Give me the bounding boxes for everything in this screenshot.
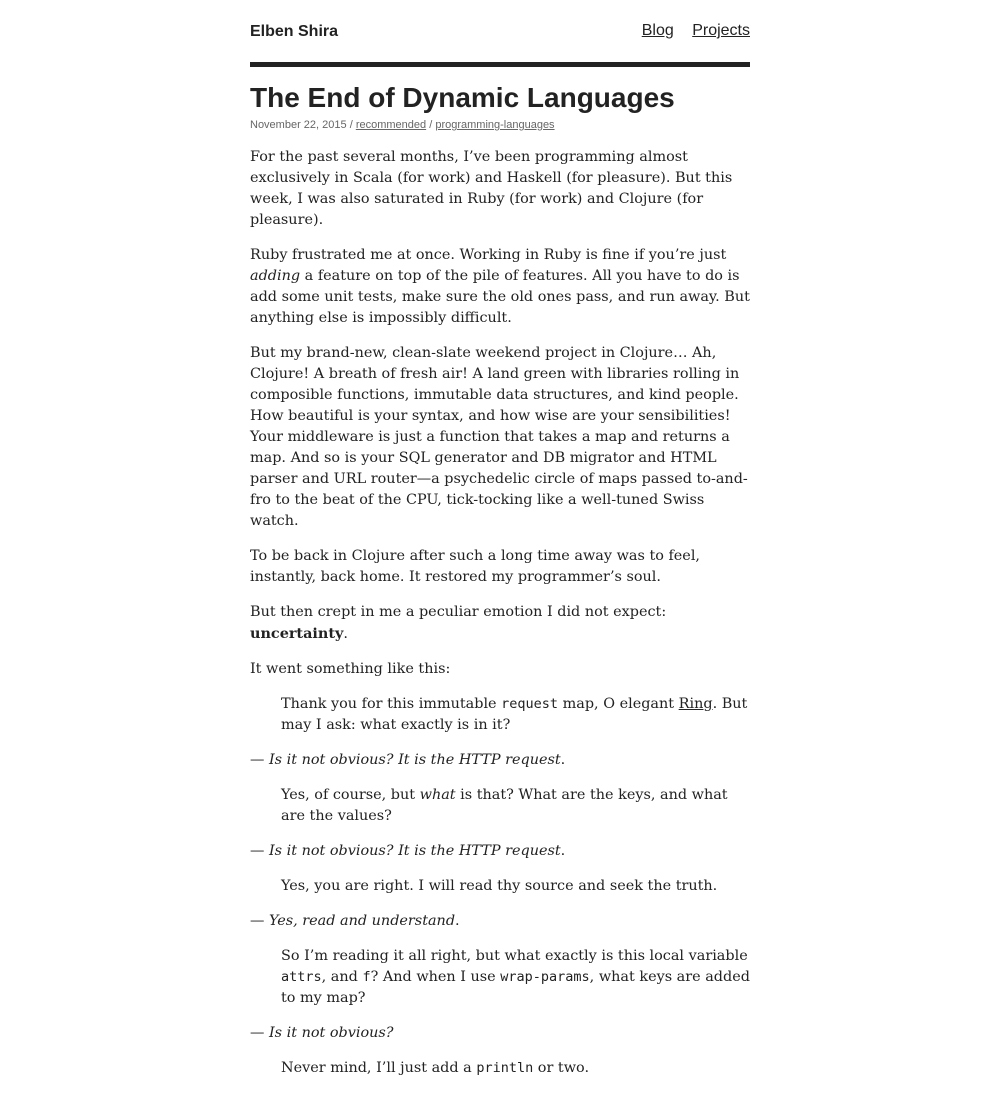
site-title[interactable]: Elben Shira xyxy=(250,23,339,40)
nav-link-projects[interactable]: Projects xyxy=(692,22,750,39)
reply: — Yes, read and understand. xyxy=(250,913,460,929)
post-title: The End of Dynamic Languages xyxy=(250,82,675,113)
paragraph: But then crept in me a peculiar emotion I did not expect: uncertainty. xyxy=(250,604,667,642)
paragraph: But my brand-new, clean-slate weekend project in Clojure… Ah, Clojure! A breath of fresh air! A land green with libraries rolling in composible functions, immutable data structures, and kind people. How beautiful is your syntax, and how wise are your sensibilities! Your middleware is just a function that takes a map and returns a map. And so is your SQL generator and DB migrator and HTML parser and URL router—a psychedelic circle of maps passed to-and-fro to the beat of the CPU, tick-tocking like a well-tuned Swiss watch. xyxy=(250,345,748,529)
blockquote: Yes, of course, but what is that? What are the keys, and what are the values? xyxy=(281,787,728,824)
post-date: November 22, 2015 xyxy=(250,119,347,131)
paragraph: For the past several months, I’ve been programming almost exclusively in Scala (for work) and Haskell (for pleasure). But this week, I was also saturated in Ruby (for work) and Clojure (for pleasure). xyxy=(250,149,733,228)
reply: — Is it not obvious? It is the HTTP request. xyxy=(250,843,566,859)
blockquote: Never mind, I’ll just add a println or two. xyxy=(281,1060,590,1076)
meta-separator: / xyxy=(349,119,353,131)
site-header xyxy=(250,0,750,67)
paragraph: It went something like this: xyxy=(250,661,451,677)
blockquote: Thank you for this immutable request map, O elegant Ring. But may I ask: what exactly is in it? xyxy=(281,696,748,733)
nav-link-blog[interactable]: Blog xyxy=(641,22,674,39)
post-meta xyxy=(250,119,750,131)
ring-link[interactable]: Ring xyxy=(678,696,713,712)
post-body xyxy=(250,147,750,1079)
meta-separator: / xyxy=(429,119,433,131)
reply: — Is it not obvious? xyxy=(250,1025,394,1041)
blockquote: So I’m reading it all right, but what exactly is this local variable attrs, and f? And when I use wrap-params, what keys are added to my map? xyxy=(281,948,750,1006)
reply: — Is it not obvious? It is the HTTP request. xyxy=(250,752,566,768)
page-container xyxy=(250,0,750,1093)
paragraph: To be back in Clojure after such a long time away was to feel, instantly, back home. It restored my programmer’s soul. xyxy=(250,548,700,585)
blockquote: Yes, you are right. I will read thy source and seek the truth. xyxy=(281,878,718,894)
tag-link-programming-languages[interactable]: programming-languages xyxy=(435,119,555,131)
tag-link-recommended[interactable]: recommended xyxy=(355,119,427,131)
main-nav xyxy=(628,22,750,40)
paragraph: Ruby frustrated me at once. Working in Ruby is fine if you’re just adding a feature on top of the pile of features. All you have to do is add some unit tests, make sure the old ones pass, and run away. But anything else is impossibly difficult. xyxy=(250,247,750,326)
